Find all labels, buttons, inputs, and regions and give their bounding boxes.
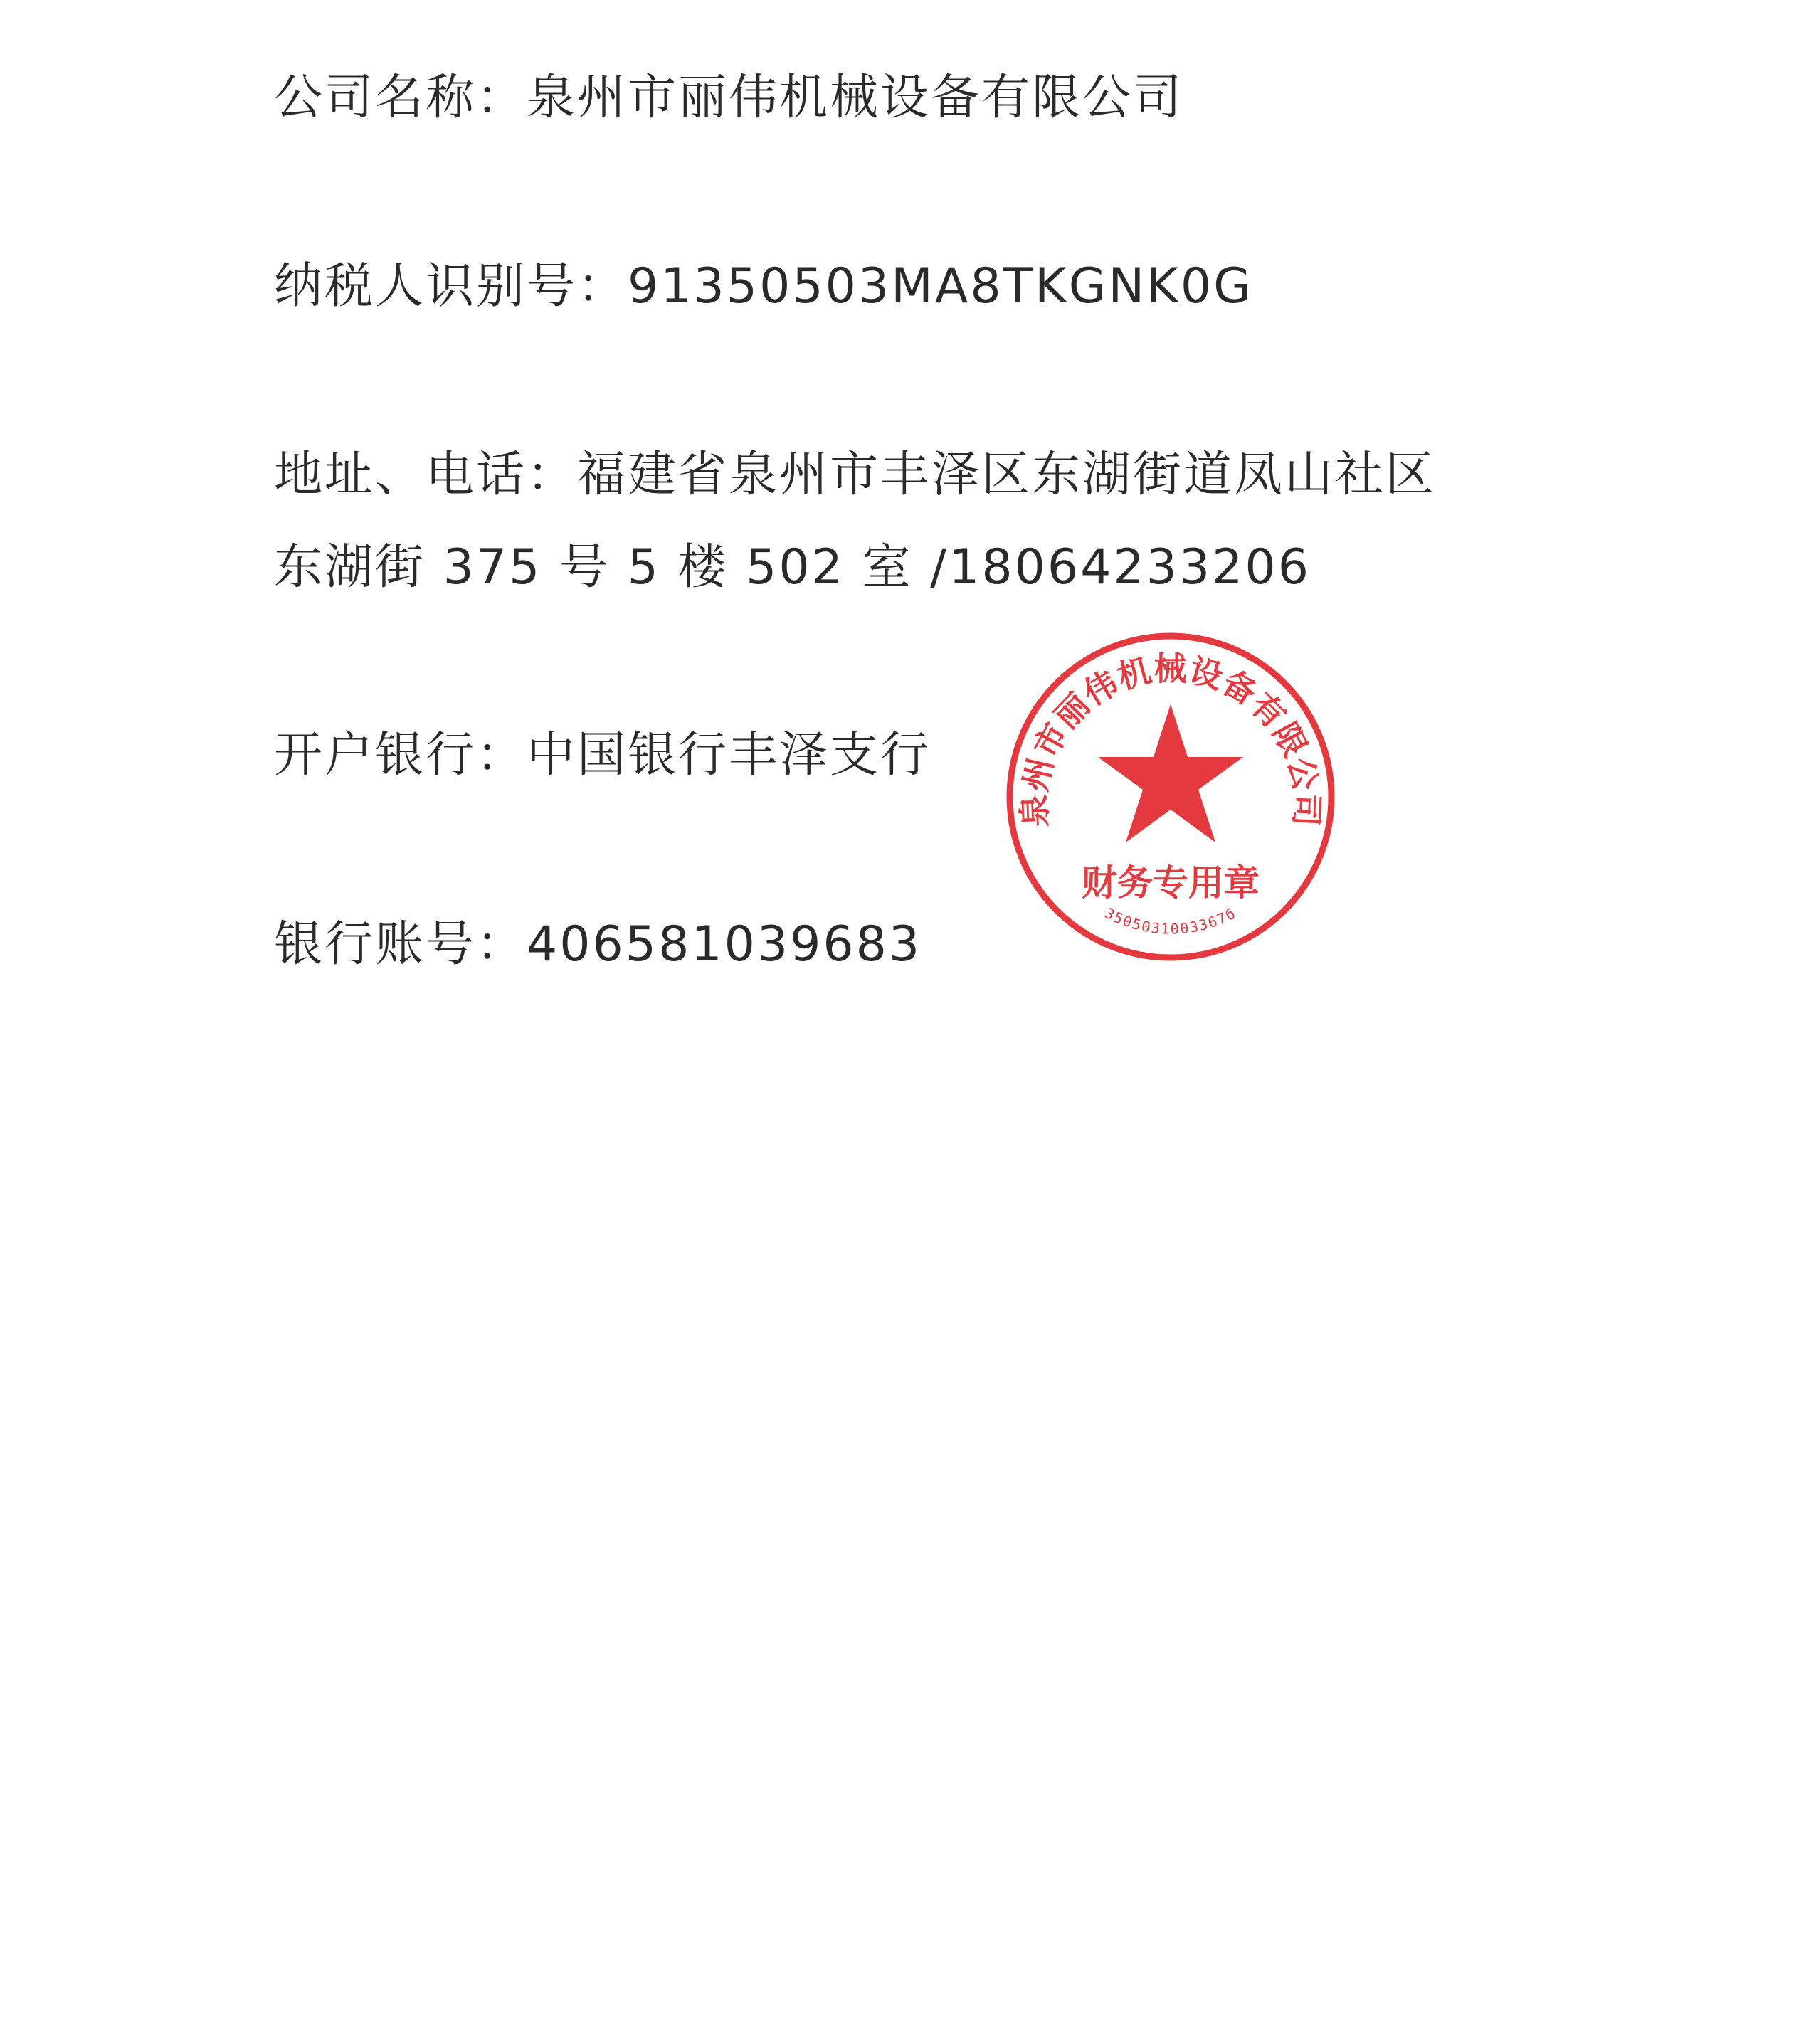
- seal-purpose-text: 财务专用章: [1082, 862, 1260, 904]
- financial-seal: [1000, 626, 1341, 968]
- company-name-label: 公司名称：: [274, 70, 527, 126]
- tax-id-line: [274, 258, 1253, 315]
- seal-company-text: 泉州市丽伟机械设备有限公司: [1015, 650, 1326, 828]
- account-label: 银行账号：: [274, 916, 527, 973]
- tax-id-label: 纳税人识别号：: [274, 258, 628, 314]
- account-line: [274, 916, 922, 973]
- address-phone-continuation: [274, 539, 1311, 596]
- bank-line: [274, 727, 931, 784]
- address-value-line2: 东湖街 375 号 5 楼 502 室 /18064233206: [274, 539, 1311, 595]
- bank-label: 开户银行：: [274, 727, 527, 783]
- address-value-line1: 福建省泉州市丰泽区东湖街道凤山社区: [577, 447, 1437, 503]
- tax-id-value: 91350503MA8TKGNK0G: [628, 258, 1253, 314]
- company-name-value: 泉州市丽伟机械设备有限公司: [527, 70, 1184, 126]
- address-phone-label: 地址、电话：: [274, 447, 578, 503]
- company-name-line: [274, 70, 1183, 127]
- seal-serial-number: 3505031003367б: [1102, 904, 1240, 938]
- account-value: 406581039683: [527, 916, 922, 973]
- star-icon: [1098, 704, 1243, 842]
- address-phone-line: [274, 447, 1436, 504]
- bank-value: 中国银行丰泽支行: [527, 727, 931, 783]
